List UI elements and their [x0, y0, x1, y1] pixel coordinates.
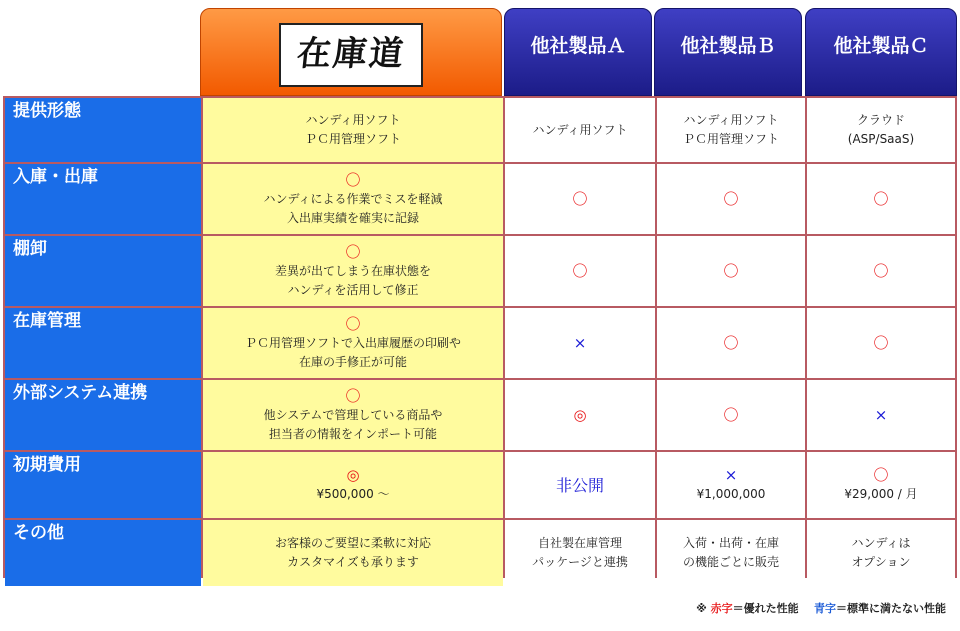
circle-mark: 〇 — [345, 170, 361, 189]
table-cell-ours — [203, 308, 503, 378]
double-circle-mark: ◎ — [346, 466, 360, 484]
table-cell-b — [657, 380, 805, 450]
table-cell-c — [807, 520, 955, 586]
circle-mark: 〇 — [873, 466, 889, 484]
product-logo — [279, 23, 423, 87]
cross-mark: × — [874, 405, 888, 424]
footnote-blue-word: 青字 — [814, 602, 836, 615]
row-label: その他 — [5, 520, 201, 586]
table-cell-c — [807, 98, 955, 162]
cell-text: (ASP/SaaS) — [847, 132, 915, 146]
row-label: 入庫・出庫 — [5, 164, 201, 234]
table-cell-a — [505, 380, 655, 450]
footnote-blue-meaning: ＝標準に満たない性能 — [836, 602, 946, 615]
logo-text: 在庫道 — [294, 34, 408, 74]
competitor-b-name: 他社製品Ｂ — [680, 35, 776, 57]
table-cell-a — [505, 452, 655, 518]
circle-mark: 〇 — [723, 405, 739, 424]
legend-footnote — [696, 600, 946, 616]
cell-text: ハンディ用ソフト — [532, 122, 628, 137]
table-cell-a — [505, 308, 655, 378]
header-competitor-c — [805, 8, 957, 96]
circle-mark: 〇 — [873, 261, 889, 280]
cell-text: お客様のご要望に柔軟に対応 — [274, 536, 431, 550]
header-competitor-b — [654, 8, 802, 96]
cell-text: クラウド — [856, 113, 905, 127]
cell-text: 入荷・出荷・在庫 — [682, 536, 779, 550]
cell-text: ハンディは — [851, 536, 911, 550]
cell-text: 自社製在庫管理 — [537, 536, 622, 550]
cell-text: ¥29,000 / 月 — [844, 487, 918, 501]
competitor-a-name: 他社製品Ａ — [530, 35, 626, 57]
footnote-prefix: ※ — [696, 602, 707, 615]
row-label: 在庫管理 — [5, 308, 201, 378]
circle-mark: 〇 — [572, 189, 588, 208]
table-cell-a — [505, 236, 655, 306]
table-cell-b — [657, 98, 805, 162]
cell-text: ＰＣ用管理ソフトで入出庫履歴の印刷や — [244, 335, 461, 350]
cell-text: ＰＣ用管理ソフト — [682, 132, 779, 146]
header-our-product — [200, 8, 502, 96]
table-cell-ours — [203, 164, 503, 234]
cell-text: ＰＣ用管理ソフト — [304, 132, 401, 146]
circle-mark: 〇 — [345, 314, 361, 333]
cell-text: 差異が出てしまう在庫状態を — [274, 263, 431, 278]
table-cell-b — [657, 308, 805, 378]
cell-text: 在庫の手修正が可能 — [298, 354, 407, 369]
table-cell-b — [657, 236, 805, 306]
table-cell-a — [505, 520, 655, 586]
cross-mark: × — [724, 466, 738, 484]
table-cell-c — [807, 452, 955, 518]
cell-text: 非公開 — [555, 475, 604, 495]
row-label: 外部システム連携 — [5, 380, 201, 450]
circle-mark: 〇 — [345, 242, 361, 261]
table-cell-b — [657, 164, 805, 234]
circle-mark: 〇 — [873, 189, 889, 208]
cell-text: ¥500,000 ～ — [316, 487, 390, 501]
cell-text: ハンディ用ソフト — [305, 113, 401, 127]
cell-text: 他システムで管理している商品や — [263, 407, 443, 422]
table-cell-ours — [203, 98, 503, 162]
circle-mark: 〇 — [572, 261, 588, 280]
cell-text: カスタマイズも承ります — [287, 555, 419, 569]
comparison-table — [3, 96, 957, 578]
cell-text: オプション — [851, 555, 911, 569]
table-cell-b — [657, 452, 805, 518]
table-cell-c — [807, 380, 955, 450]
table-cell-ours — [203, 236, 503, 306]
circle-mark: 〇 — [723, 189, 739, 208]
row-label: 初期費用 — [5, 452, 201, 518]
circle-mark: 〇 — [345, 386, 361, 405]
cell-text: 担当者の情報をインポート可能 — [268, 426, 437, 441]
table-cell-b — [657, 520, 805, 586]
table-cell-ours — [203, 380, 503, 450]
cell-text: 入出庫実績を確実に記録 — [286, 210, 419, 225]
table-cell-c — [807, 236, 955, 306]
row-label: 提供形態 — [5, 98, 201, 162]
table-cell-a — [505, 98, 655, 162]
competitor-c-name: 他社製品Ｃ — [833, 35, 929, 57]
cell-text: の機能ごとに販売 — [682, 555, 779, 569]
table-cell-c — [807, 308, 955, 378]
cell-text: ハンディ用ソフト — [683, 113, 779, 127]
footnote-red-word: 赤字 — [710, 602, 733, 615]
cell-text: ハンディを活用して修正 — [287, 282, 419, 297]
cell-text: パッケージと連携 — [532, 555, 628, 569]
cell-text: ¥1,000,000 — [696, 487, 766, 501]
table-cell-a — [505, 164, 655, 234]
cell-text: ハンディによる作業でミスを軽減 — [263, 191, 443, 206]
circle-mark: 〇 — [873, 333, 889, 352]
table-cell-c — [807, 164, 955, 234]
circle-mark: 〇 — [723, 333, 739, 352]
double-circle-mark: ◎ — [573, 405, 587, 424]
circle-mark: 〇 — [723, 261, 739, 280]
row-label: 棚卸 — [5, 236, 201, 306]
cross-mark: × — [573, 333, 587, 352]
table-cell-ours — [203, 452, 503, 518]
footnote-red-meaning: ＝優れた性能 — [732, 602, 799, 615]
header-competitor-a — [504, 8, 652, 96]
table-cell-ours — [203, 520, 503, 586]
